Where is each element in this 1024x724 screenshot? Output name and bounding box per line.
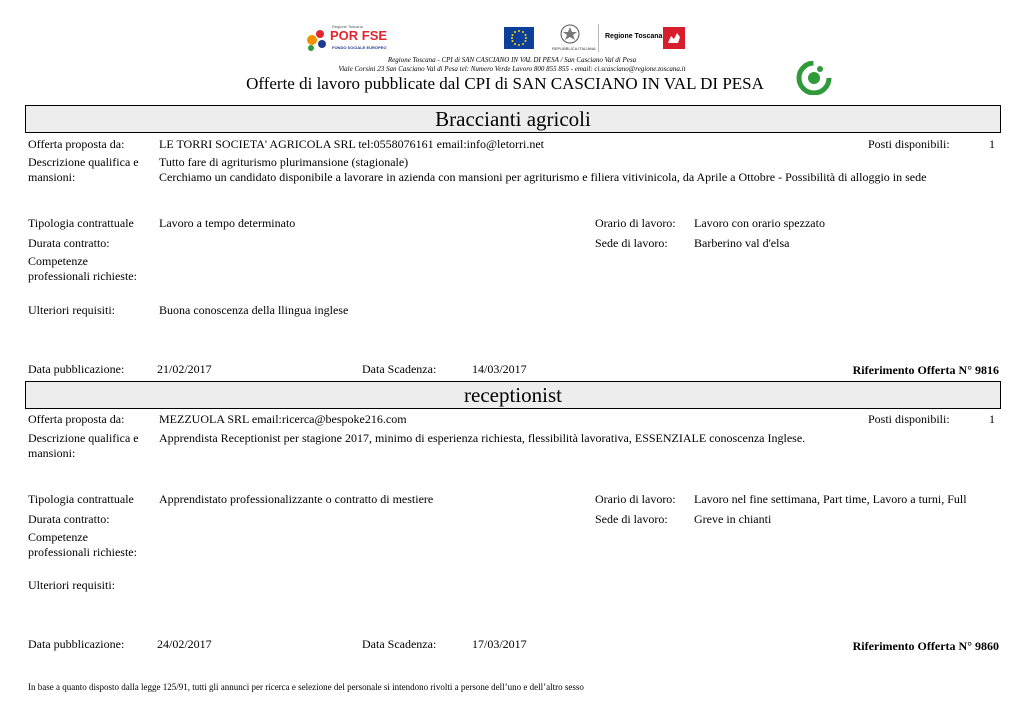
offer-1-ulteriori-label: Ulteriori requisiti:	[28, 303, 115, 317]
offer-1-tipologia-label: Tipologia contrattuale	[28, 216, 134, 230]
offer-1-offerta-label: Offerta proposta da:	[28, 137, 125, 151]
offer-1-pubblicazione-value: 21/02/2017	[157, 362, 212, 376]
offer-2-descrizione-label-1: Descrizione qualifica e	[28, 431, 139, 445]
offer-2-sede-value: Greve in chianti	[694, 512, 772, 526]
por-fse-small-label: Regione Toscana	[332, 24, 363, 29]
italian-emblem-icon	[552, 24, 588, 46]
offer-2-competenze-label-2: professionali richieste:	[28, 545, 137, 559]
offer-1-pubblicazione-label: Data pubblicazione:	[28, 362, 125, 376]
offer-2-ulteriori-label: Ulteriori requisiti:	[28, 578, 115, 592]
offer-1-descrizione-label-2: mansioni:	[28, 170, 76, 184]
offer-1-sede-value: Barberino val d'elsa	[694, 236, 790, 250]
offer-1-posti-value: 1	[989, 137, 995, 151]
offer-2-posti-value: 1	[989, 412, 995, 426]
offer-1-scadenza-label: Data Scadenza:	[362, 362, 437, 376]
offer-2-scadenza-value: 17/03/2017	[472, 637, 527, 651]
regione-toscana-logo	[598, 24, 687, 52]
offer-1-riferimento: Riferimento Offerta N° 9816	[852, 363, 999, 377]
offer-1-competenze-label-1: Competenze	[28, 254, 88, 268]
footer-legal-note: In base a quanto disposto dalla legge 125/91, tutti gli annunci per ricerca e selezione del personale si intendono rivolti a persone dell’uno e dell’altro sesso	[28, 682, 584, 692]
repubblica-italiana-logo	[552, 24, 596, 52]
offer-2-competenze-label-1: Competenze	[28, 530, 88, 544]
offer-1-ulteriori-value: Buona conoscenza della llingua inglese	[159, 303, 349, 317]
eu-flag-logo	[504, 27, 534, 49]
offer-1-desc-line-1: Tutto fare di agriturismo plurimansione (stagionale)	[159, 155, 409, 169]
offer-2-desc-line-1: Apprendista Receptionist per stagione 2017, minimo di esperienza richiesta, flessibilità lavorativa, ESSENZIALE conoscenza Inglese.	[159, 431, 806, 445]
offer-1-tipologia-value: Lavoro a tempo determinato	[159, 216, 296, 230]
offer-1-desc-line-2: Cerchiamo un candidato disponibile a lavorare in azienda con mansioni per agriturismo e filiera vitivinicola, da Aprile a Ottobre - Possibilità di alloggio in sede	[159, 170, 927, 184]
por-fse-emblem-icon	[302, 24, 332, 54]
eu-stars-icon	[504, 27, 534, 49]
offer-2-sede-label: Sede di lavoro:	[595, 512, 668, 526]
por-fse-logo	[302, 24, 388, 54]
offer-1-company: LE TORRI SOCIETA' AGRICOLA SRL tel:0558076161 email:info@letorri.net	[159, 137, 545, 151]
offer-2-orario-label: Orario di lavoro:	[595, 492, 676, 506]
por-fse-main-label: POR FSE	[330, 28, 388, 43]
header-line-2: Viale Corsini 23 San Casciano Val di Pesa tel: Numero Verde Lavoro 800 855 855 - email: ci.scasciano@regione.toscana.it	[338, 65, 686, 73]
offer-2-posti-label: Posti disponibili:	[868, 412, 950, 426]
offer-2-descrizione-label-2: mansioni:	[28, 446, 76, 460]
offer-2-pubblicazione-value: 24/02/2017	[157, 637, 212, 651]
offer-1-sede-label: Sede di lavoro:	[595, 236, 668, 250]
offer-2-orario-value: Lavoro nel fine settimana, Part time, Lavoro a turni, Full	[694, 492, 967, 506]
offer-2-company: MEZZUOLA SRL email:ricerca@bespoke216.com	[159, 412, 407, 426]
pegasus-icon	[663, 27, 685, 49]
por-fse-sub-label: FONDO SOCIALE EUROPEO	[332, 45, 387, 50]
offer-1-orario-value: Lavoro con orario spezzato	[694, 216, 825, 230]
offer-1-competenze-label-2: professionali richieste:	[28, 269, 137, 283]
offer-2-tipologia-label: Tipologia contrattuale	[28, 492, 134, 506]
offer-1-durata-label: Durata contratto:	[28, 236, 110, 250]
offer-2-scadenza-label: Data Scadenza:	[362, 637, 437, 651]
offer-1-posti-label: Posti disponibili:	[868, 137, 950, 151]
offer-2-tipologia-value: Apprendistato professionalizzante o contratto di mestiere	[159, 492, 434, 506]
offer-2-title: receptionist	[25, 381, 1001, 409]
header-line-1: Regione Toscana - CPI di SAN CASCIANO IN VAL DI PESA / San Casciano Val di Pesa	[387, 56, 637, 64]
offer-2-pubblicazione-label: Data pubblicazione:	[28, 637, 125, 651]
offer-1-descrizione-label-1: Descrizione qualifica e	[28, 155, 139, 169]
offer-1-scadenza-value: 14/03/2017	[472, 362, 527, 376]
centro-impiego-icon	[796, 61, 832, 95]
header-title: Offerte di lavoro pubblicate dal CPI di SAN CASCIANO IN VAL DI PESA	[246, 74, 764, 93]
offer-2-durata-label: Durata contratto:	[28, 512, 110, 526]
repubblica-label: REPUBBLICA ITALIANA	[552, 46, 596, 51]
offer-1-orario-label: Orario di lavoro:	[595, 216, 676, 230]
offer-2-offerta-label: Offerta proposta da:	[28, 412, 125, 426]
offer-1-title: Braccianti agricoli	[25, 105, 1001, 133]
offer-2-riferimento: Riferimento Offerta N° 9860	[852, 639, 999, 653]
ci-logo	[796, 61, 832, 95]
regione-toscana-label: Regione Toscana	[605, 33, 663, 40]
